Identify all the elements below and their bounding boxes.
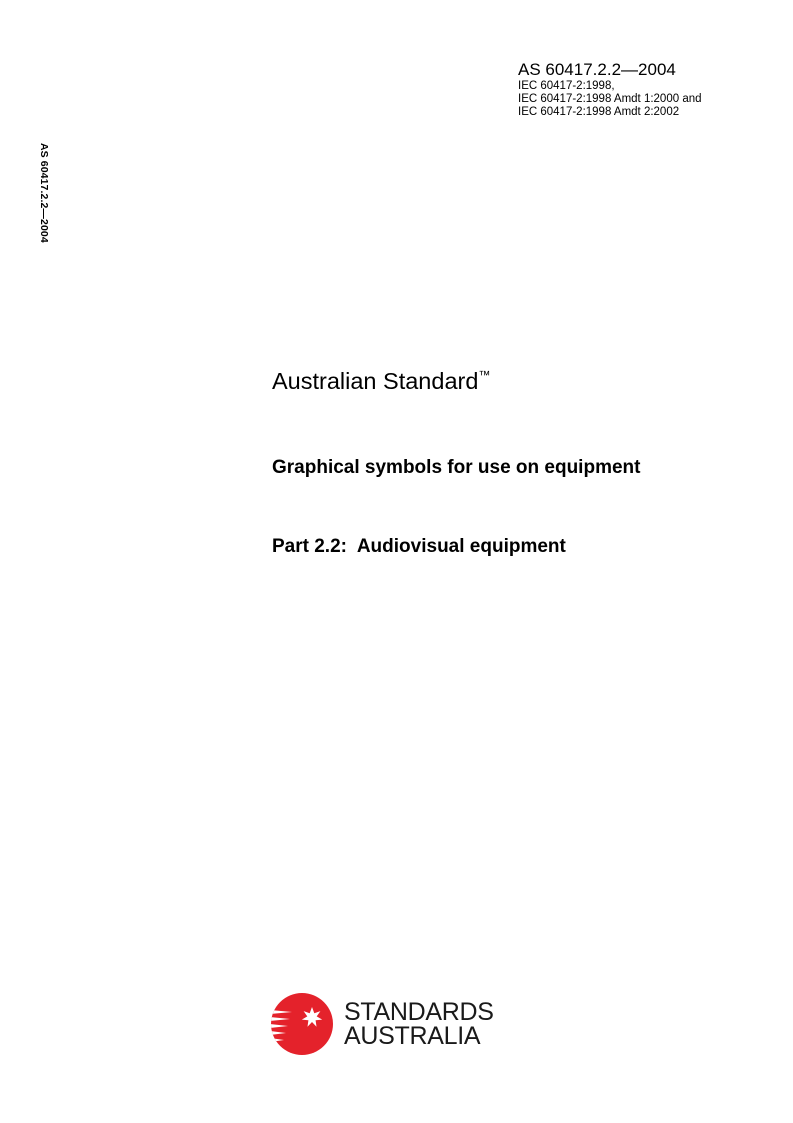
standard-identification — [518, 60, 702, 119]
adoption-line: IEC 60417-2:1998 Amdt 1:2000 and — [518, 93, 702, 105]
brand-title-text: Australian Standard — [272, 368, 479, 394]
standard-number: AS 60417.2.2—2004 — [518, 60, 676, 79]
adoption-line: IEC 60417-2:1998 Amdt 2:2002 — [518, 106, 680, 118]
logo-line-1: STANDARDS — [344, 998, 494, 1026]
document-part: Part 2.2: Audiovisual equipment — [272, 536, 566, 557]
logo-line-2: AUSTRALIA — [344, 1022, 481, 1050]
adoption-line: IEC 60417-2:1998, — [518, 80, 615, 92]
brand-title — [272, 368, 490, 395]
trademark-symbol: ™ — [478, 368, 491, 382]
logo-wordmark — [344, 1000, 494, 1048]
document-title: Graphical symbols for use on equipment — [272, 457, 641, 478]
standards-australia-logo — [270, 992, 494, 1056]
standards-australia-star-globe-icon — [270, 992, 334, 1056]
spine-label: AS 60417.2.2—2004 — [38, 143, 50, 243]
